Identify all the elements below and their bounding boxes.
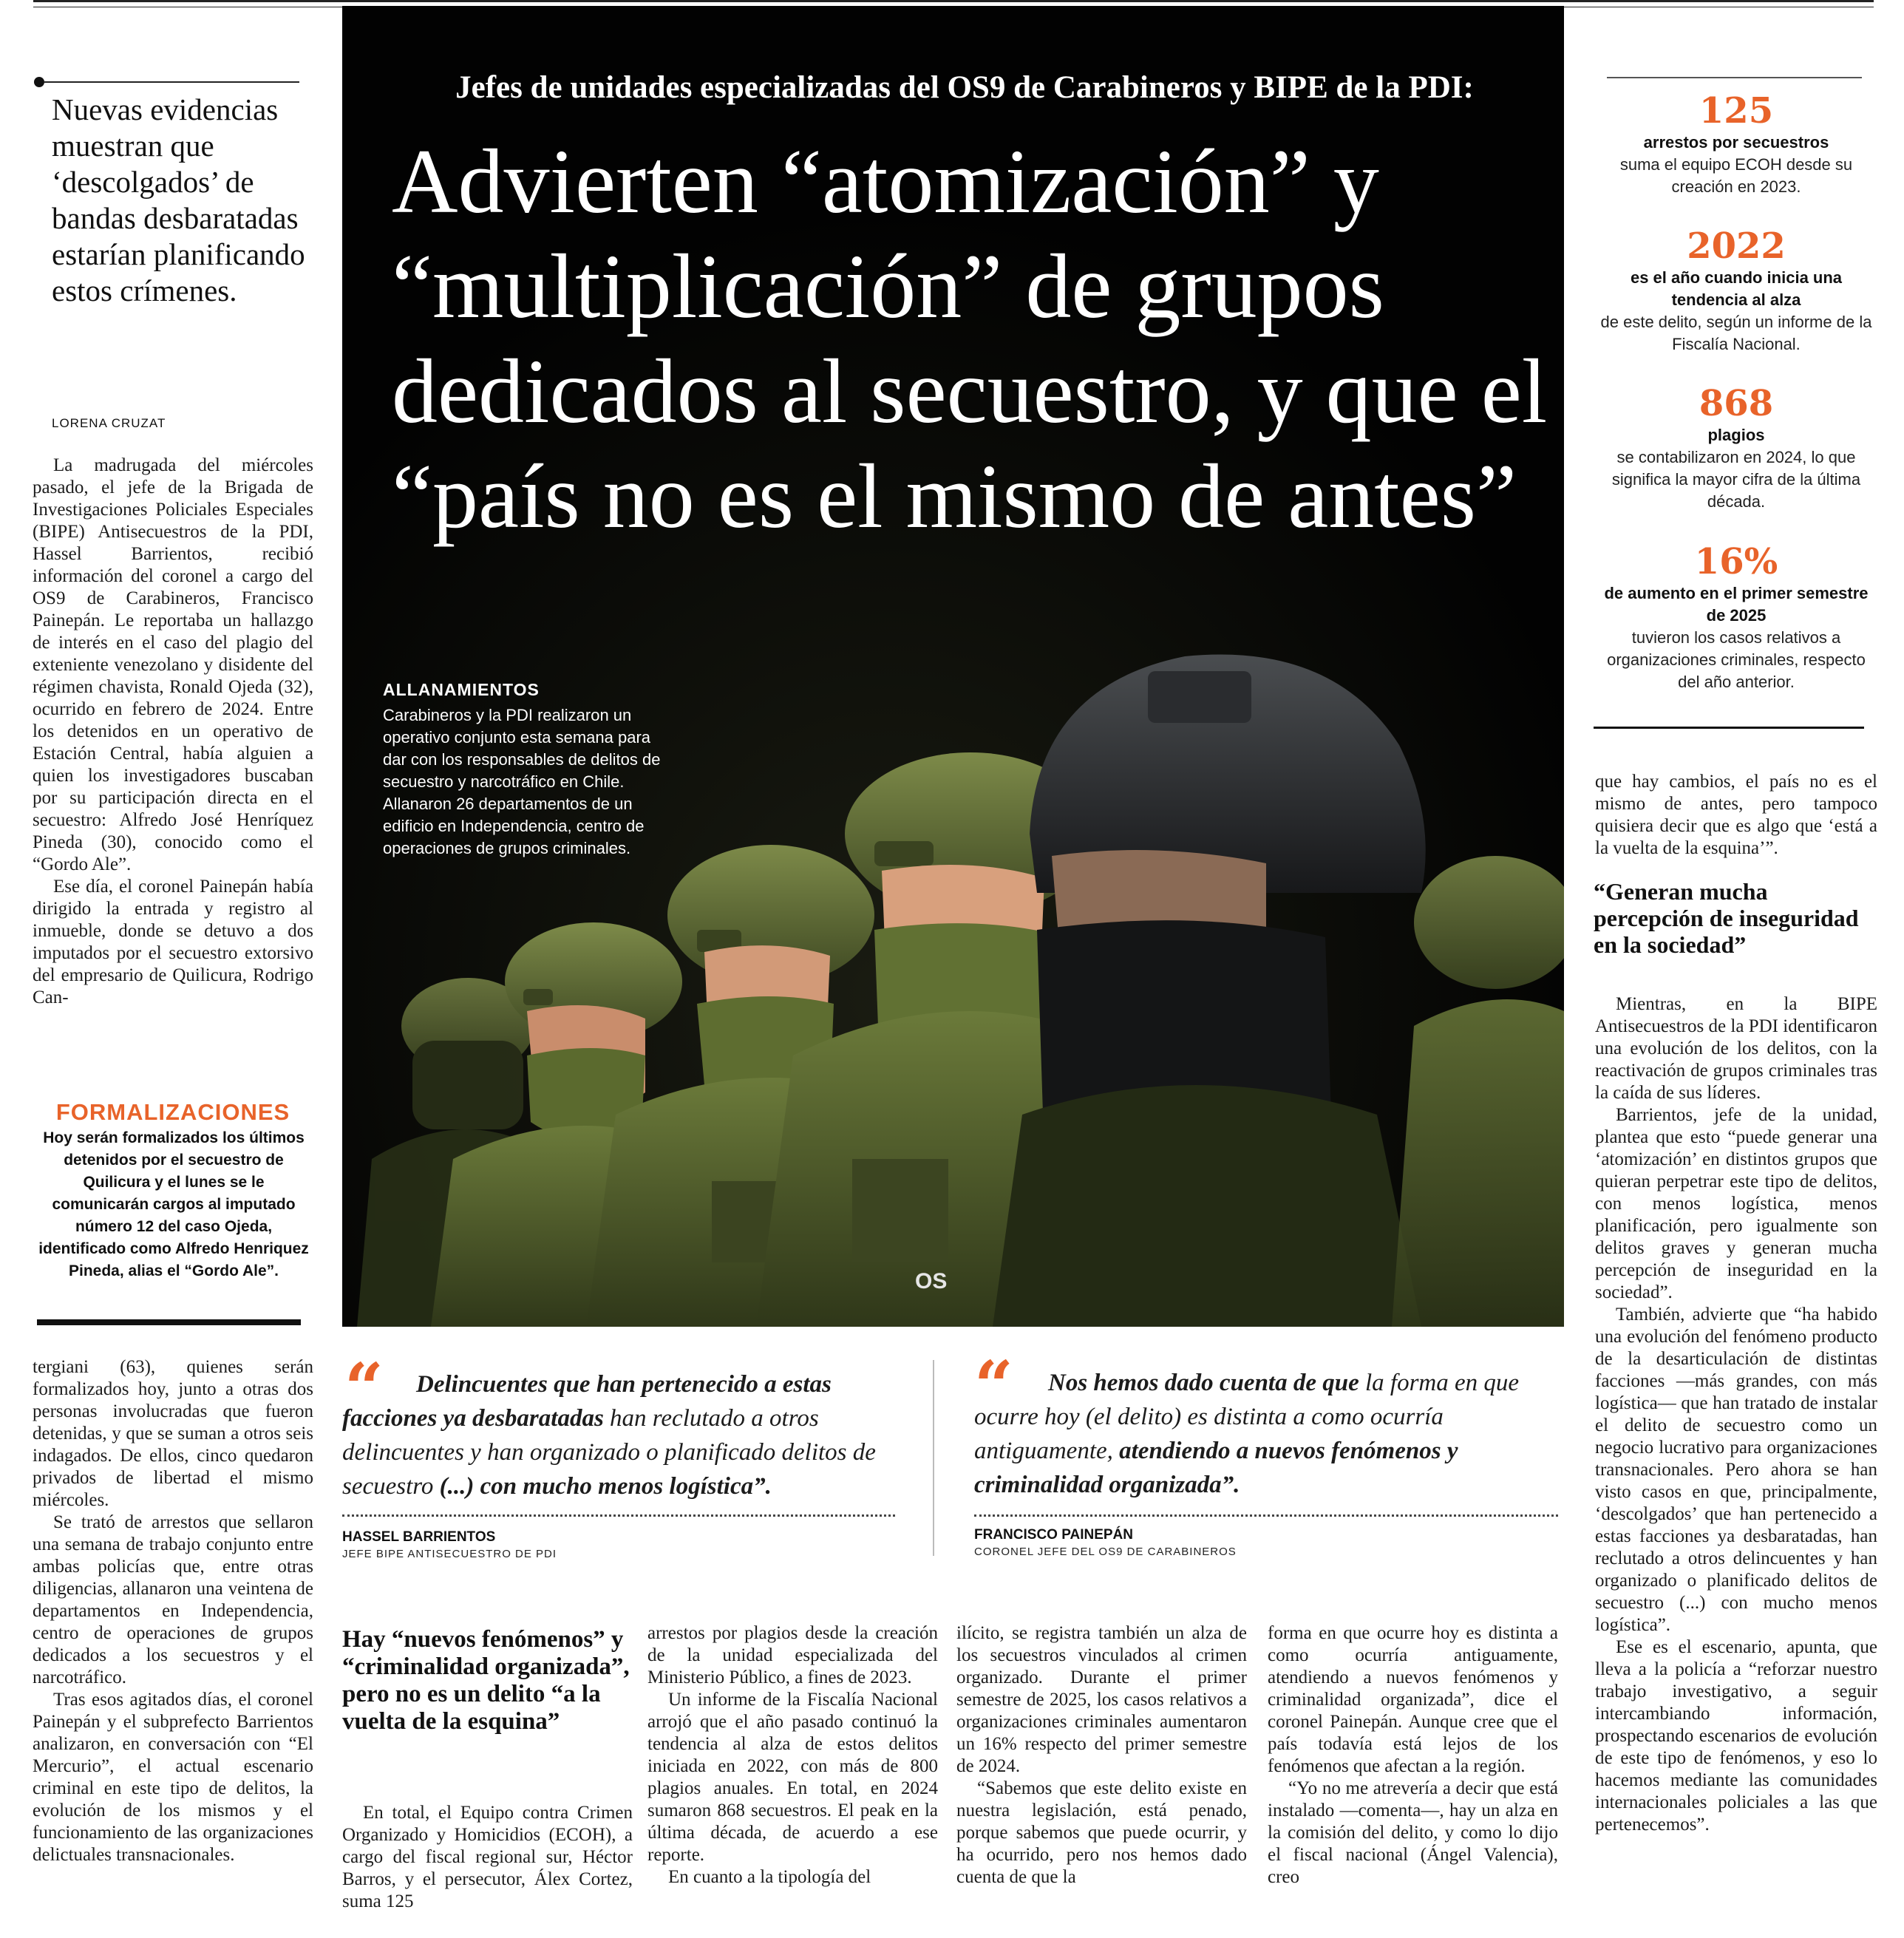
paragraph: En total, el Equipo contra Crimen Organizado y Homicidios (ECOH), a cargo del fiscal regional sur, Héctor Barros, y el persecutor, Álex Cortez, suma 125 bbox=[342, 1803, 633, 1911]
stat-item bbox=[1599, 383, 1873, 513]
quote-author-role: JEFE BIPE ANTISECUESTRO DE PDI bbox=[342, 1548, 557, 1560]
body-column-d bbox=[956, 1622, 1247, 1888]
paragraph: tergiani (63), quienes serán formalizados hoy, junto a otras dos personas involucradas que fueron detenidas, y que se suman a otros seis indagados. De ellos, cinco quedaron privados de libertad el mismo miércoles. bbox=[33, 1357, 313, 1510]
paragraph: “Yo no me atrevería a decir que está instalado —comenta—, hay un alza en la comisión del delito, y como lo dijo el fiscal nacional (Ángel Valencia), creo bbox=[1268, 1778, 1558, 1887]
stat-bold: es el año cuando inicia una tendencia al alza bbox=[1630, 268, 1843, 309]
pull-quote-barrientos bbox=[342, 1348, 904, 1503]
quote-mark-icon: “ bbox=[974, 1346, 1013, 1426]
formalizaciones-title: FORMALIZACIONES bbox=[55, 1099, 290, 1125]
paragraph: También, advierte que “ha habido una evolución del fenómeno producto de la desarticulación de distintas facciones —más grandes, con más logística— que han tratado de instalar el delito de secuestro como un negocio lucrativo para organizaciones transnacionales. Pero ahora se han visto casos en que, principalmente, ‘descolgados’ que han pertenecido a estas facciones ya desbaratadas, han reclutado a otros delincuentes y han organizado o planificado delitos de secuestro (...) con mucho menos logística”. bbox=[1595, 1305, 1877, 1635]
paragraph: ilícito, se registra también un alza de los secuestros vinculados al crimen organizado. Durante el primer semestre de 2025, los casos relativos a organizaciones criminales aumentaron un 16% respecto del primer semestre de 2024. bbox=[956, 1623, 1247, 1776]
deck-rule bbox=[44, 81, 299, 83]
quote-divider bbox=[974, 1514, 1558, 1517]
paragraph: La madrugada del miércoles pasado, el jefe de la Brigada de Investigaciones Policiales Especiales (BIPE) Antisecuestros de la PDI, Hassel Barrientos, recibió información del coronel a cargo del OS9 de Carabineros, Francisco Painepán. Le reportaba un hallazgo de interés en el caso del plagio del exteniente venezolano y disidente del régimen chavista, Ronald Ojeda (32), ocurrido en febrero de 2024. Entre los detenidos en un operativo de Estación Central, había alguien a quien los investigadores buscaban por su participación directa en el secuestro: Alfredo José Henríquez Pineda (30), conocido como el “Gordo Ale”. bbox=[33, 455, 313, 874]
quote-bold: Delincuentes que han pertenecido a estas facciones ya desbaratadas bbox=[342, 1371, 832, 1432]
byline: LORENA CRUZAT bbox=[52, 416, 166, 430]
bullet-dot bbox=[34, 77, 44, 87]
stat-number: 868 bbox=[1699, 383, 1774, 424]
stat-bold: de aumento en el primer semestre de 2025 bbox=[1604, 584, 1869, 625]
left-body-bottom bbox=[33, 1356, 313, 1866]
body-column-e bbox=[1268, 1622, 1558, 1888]
caption-text: Carabineros y la PDI realizaron un operativo conjunto esta semana para dar con los responsables de delitos de secuestro y narcotráfico en Chile. Allanaron 26 departamentos de un edificio en Independencia, centro de operaciones de grupos criminales. bbox=[383, 706, 661, 857]
quote-author: HASSEL BARRIENTOS bbox=[342, 1529, 496, 1545]
stat-item bbox=[1599, 225, 1873, 356]
stat-bold: arrestos por secuestros bbox=[1643, 133, 1829, 152]
quote-mark-icon: “ bbox=[344, 1348, 384, 1428]
paragraph: Un informe de la Fiscalía Nacional arrojó que el año pasado continuó la tendencia al alza de estos delitos iniciada en 2022, con más de 800 plagios anuales. En total, en 2024 sumaron 868 secuestros. El peak en la última década, de acuerdo a ese reporte. bbox=[647, 1690, 938, 1865]
paragraph: que hay cambios, el país no es el mismo de antes, pero tampoco quisiera decir que es algo que ‘está a la vuelta de la esquina’”. bbox=[1595, 772, 1877, 858]
stat-text: suma el equipo ECOH desde su creación en 2023. bbox=[1619, 155, 1853, 196]
quote-divider bbox=[342, 1514, 895, 1517]
quote-separator bbox=[933, 1360, 934, 1556]
paragraph: arrestos por plagios desde la creación de la unidad especializada del Ministerio Público, a fines de 2023. bbox=[647, 1623, 938, 1687]
right-body-bottom bbox=[1595, 993, 1877, 1836]
kicker: Jefes de unidades especializadas del OS9 de Carabineros y BIPE de la PDI: bbox=[455, 70, 1474, 105]
paragraph: Ese día, el coronel Painepán había dirigido la entrada y registro al inmueble, donde se detuvo a dos imputados por el secuestro extorsivo del empresario de Quilicura, Rodrigo Can- bbox=[33, 877, 313, 1007]
stat-number: 125 bbox=[1699, 90, 1774, 132]
stats-bottom-rule bbox=[1594, 727, 1864, 729]
stats-top-rule bbox=[1607, 77, 1862, 78]
stat-text: de este delito, según un informe de la Fiscalía Nacional. bbox=[1600, 313, 1872, 353]
paragraph: forma en que ocurre hoy es distinta a como ocurría antiguamente, atendiendo a nuevos fenómenos y criminalidad organizada”, dice el coronel Painepán. Aunque cree que el país todavía está lejos de los fenómenos que afectan a la región. bbox=[1268, 1623, 1558, 1776]
stat-number: 16% bbox=[1694, 541, 1778, 582]
article-deck: Nuevas evidencias muestran que ‘descolgados’ de bandas desbaratadas estarían planificando estos crímenes. bbox=[52, 92, 305, 307]
left-body-top bbox=[33, 455, 313, 1009]
paragraph: Mientras, en la BIPE Antisecuestros de la PDI identificaron una evolución de los delitos, con la reactivación de grupos criminales tras la caída de sus líderes. bbox=[1595, 994, 1877, 1103]
stat-number: 2022 bbox=[1687, 225, 1786, 267]
stat-text: tuvieron los casos relativos a organizaciones criminales, respecto del año anterior. bbox=[1607, 628, 1866, 691]
body-column-b bbox=[342, 1802, 633, 1913]
right-subhead: “Generan mucha percepción de inseguridad en la sociedad” bbox=[1594, 878, 1859, 958]
paragraph: “Sabemos que este delito existe en nuestra legislación, está penado, porque sabemos que puede ocurrir, y ha ocurrido, pero nos hemos dado cuenta de que la bbox=[956, 1778, 1247, 1887]
quote-text: la forma en que ocurre hoy (el delito) es distinta a como ocurría antiguamente, bbox=[974, 1370, 1520, 1464]
quote-bold: (...) con mucho menos logística”. bbox=[439, 1473, 772, 1500]
paragraph: Tras esos agitados días, el coronel Painepán y el subprefecto Barrientos analizaron, en conversación con “El Mercurio”, el actual escenario criminal en este tipo de delitos, la evolución de los mismos y el funcionamiento de las organizaciones delictuales transnacionales. bbox=[33, 1690, 313, 1865]
vest-label: OS bbox=[915, 1269, 948, 1293]
body-column-c bbox=[647, 1622, 938, 1888]
stat-bold: plagios bbox=[1707, 426, 1765, 444]
paragraph: Se trató de arrestos que sellaron una semana de trabajo conjunto entre ambas policías que, entre otras diligencias, allanaron una veintena de departamentos en Independencia, centro de operaciones de grupos dedicados a los secuestros y el narcotráfico. bbox=[33, 1512, 313, 1687]
paragraph: Barrientos, jefe de la unidad, plantea que esto “puede generar una ‘atomización’ en distintos grupos que quieran perpetrar este tipo de delitos, con menos logística, menos planificación, pero igualmente son delitos graves y generan mucha percepción de inseguridad en la sociedad”. bbox=[1595, 1105, 1877, 1302]
right-body-top bbox=[1595, 771, 1877, 860]
quote-bold: atendiendo a nuevos fenómenos y criminalidad organizada”. bbox=[974, 1438, 1458, 1498]
paragraph: Ese es el escenario, apunta, que lleva a la policía a “reforzar nuestro trabajo investigativo, a seguir intercambiando información, prospectando escenarios de evolución de este tipo de fenómenos, y eso lo hacemos mediante las comunidades internacionales policiales a las que pertenecemos”. bbox=[1595, 1637, 1877, 1835]
formalizaciones-text: Hoy serán formalizados los últimos detenidos por el secuestro de Quilicura y el lunes se le comunicarán cargos al imputado número 12 del caso Ojeda, identificado como Alfredo Henriquez Pineda, alias el “Gordo Ale”. bbox=[38, 1129, 309, 1279]
quote-bold: Nos hemos dado cuenta de que bbox=[1048, 1370, 1359, 1396]
caption-title: ALLANAMIENTOS bbox=[383, 680, 540, 699]
quote-text: han reclutado a otros delincuentes y han organizado o planificado delitos de secuestro bbox=[342, 1405, 876, 1500]
stat-text: se contabilizaron en 2024, lo que significa la mayor cifra de la última década. bbox=[1611, 448, 1861, 511]
headline: Advierten “atomización” y “multiplicación” de grupos dedicados al secuestro, y que el “país no es el mismo de antes” bbox=[392, 131, 1548, 547]
paragraph: En cuanto a la tipología del bbox=[668, 1867, 871, 1887]
stat-item bbox=[1599, 541, 1873, 693]
pull-quote-painepan bbox=[974, 1346, 1558, 1502]
quote-author-role: CORONEL JEFE DEL OS9 DE CARABINEROS bbox=[974, 1546, 1237, 1558]
quote-author: FRANCISCO PAINEPÁN bbox=[974, 1527, 1133, 1543]
stat-item bbox=[1599, 90, 1873, 198]
box-bottom-rule bbox=[37, 1319, 301, 1325]
section-subhead: Hay “nuevos fenómenos” y “criminalidad organizada”, pero no es un delito “a la vuelta de la esquina” bbox=[342, 1626, 630, 1735]
